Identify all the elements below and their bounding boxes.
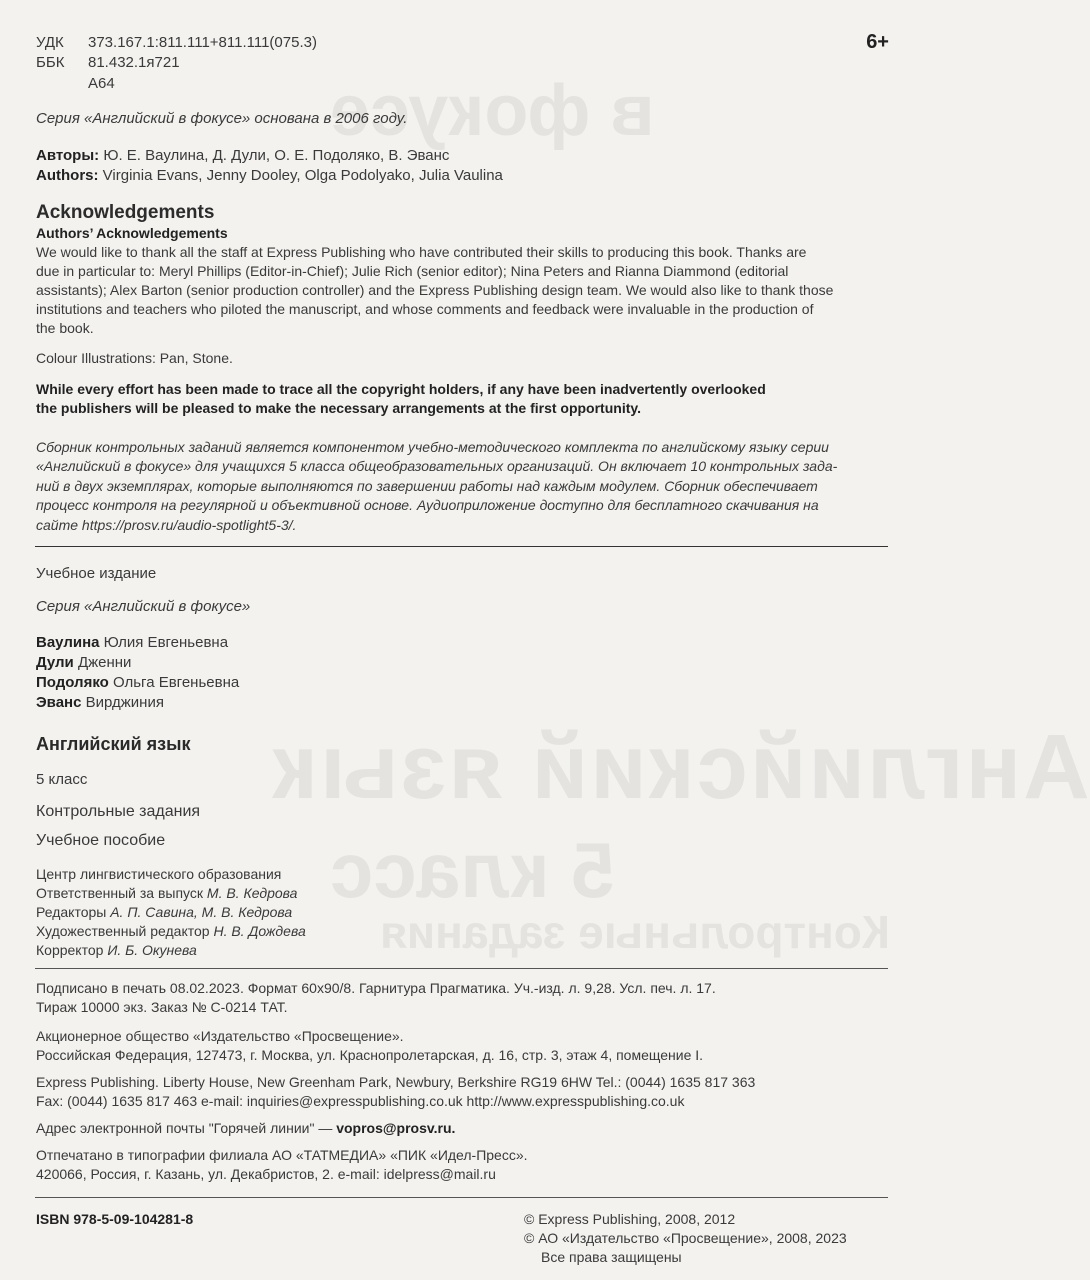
printer-info: Отпечатано в типографии филиала АО «ТАТМЕДИА» «ПИК «Идел-Пресс». 420066, Россия, г. Казань, ул. Декабристов, 2. e-mail: idelpress@mail.ru: [36, 1147, 528, 1182]
bleed-through-decoration: 5 класс: [330, 826, 615, 914]
author-item: Эванс Вирджиния: [36, 694, 164, 711]
bbk-line: ББК 81.432.1я721: [36, 54, 180, 71]
authors-en: Authors: Virginia Evans, Jenny Dooley, Olga Podolyako, Julia Vaulina: [36, 167, 503, 184]
copyright-block: © Express Publishing, 2008, 2012 © АО «Издательство «Просвещение», 2008, 2023 Все права защищены: [524, 1211, 847, 1265]
bleed-through-decoration: Английский язык: [270, 716, 1090, 818]
publisher-en: Express Publishing. Liberty House, New Greenham Park, Newbury, Berkshire RG19 6HW Tel.: (0044) 1635 817 363 Fax: (0044) 1635 817 463 e-mail: inquiries@expresspublishing.co.uk http://www.expresspublishing.co.uk: [36, 1074, 756, 1109]
acknowledgements-subtitle: Authors’ Acknowledgements: [36, 225, 228, 241]
divider: [35, 1197, 888, 1198]
series-name: Серия «Английский в фокусе»: [36, 598, 251, 615]
description-paragraph: Сборник контрольных заданий является компонентом учебно-методического комплекта по английскому языку серии «Английский в фокусе» для учащихся 5 класса общеобразовательных организаций. Он включает 10 контрольных зада- ний в двух экземплярах, которые выполняются по завершении работы над каждым модулем. Сборник обеспечивает процесс контроля на регулярной и объективной основе. Аудиоприложение доступно для бесплатного скачивания на сайте https://prosv.ru/audio-spotlight5-3/.: [36, 439, 838, 533]
illustrations-credit: Colour Illustrations: Pan, Stone.: [36, 350, 233, 366]
book-kind: Учебное пособие: [36, 832, 166, 849]
series-note: Серия «Английский в фокусе» основана в 2006 году.: [36, 110, 408, 127]
credit-line: Редакторы А. П. Савина, М. В. Кедрова: [36, 904, 293, 920]
age-rating-badge: 6+: [866, 31, 889, 53]
credit-line: Центр лингвистического образования: [36, 866, 282, 882]
author-item: Подоляко Ольга Евгеньевна: [36, 674, 240, 691]
credit-line: Корректор И. Б. Окунева: [36, 942, 197, 958]
udk-line: УДК 373.167.1:811.111+811.111(075.3): [36, 34, 317, 51]
author-item: Дули Дженни: [36, 654, 132, 671]
isbn: ISBN 978-5-09-104281-8: [36, 1211, 194, 1227]
credit-line: Ответственный за выпуск М. В. Кедрова: [36, 885, 298, 901]
print-info: Подписано в печать 08.02.2023. Формат 60х90/8. Гарнитура Прагматика. Уч.-изд. л. 9,28. Усл. печ. л. 17. Тираж 10000 экз. Заказ № С-0214 ТАТ.: [36, 980, 716, 1015]
authors-ru: Авторы: Ю. Е. Ваулина, Д. Дули, О. Е. Подоляко, В. Эванс: [36, 147, 450, 164]
divider: [35, 546, 888, 547]
credits: [36, 865, 306, 960]
author-list: [36, 633, 239, 713]
hotline-email: vopros@prosv.ru.: [336, 1120, 456, 1136]
grade: 5 класс: [36, 771, 88, 788]
author-code: А64: [88, 75, 115, 92]
bleed-through-decoration: в фокусе: [330, 71, 655, 151]
divider: [35, 968, 888, 969]
credit-line: Художественный редактор Н. В. Дождева: [36, 923, 306, 939]
author-item: Ваулина Юлия Евгеньевна: [36, 634, 229, 651]
publisher-ru: Акционерное общество «Издательство «Просвещение». Российская Федерация, 127473, г. Москва, ул. Краснопролетарская, д. 16, стр. 3, этаж 4, помещение I.: [36, 1028, 704, 1063]
edition-type: Учебное издание: [36, 565, 157, 582]
acknowledgements-text: We would like to thank all the staff at Express Publishing who have contributed their skills to producing this book. Thanks are due in particular to: Meryl Phillips (Editor-in-Chief); Julie Rich (senior editor); Nina Peters and Rianna Diammond (editorial assistants); Alex Barton (senior production controller) and the Express Publishing design team. We would also like to thank those institutions and teachers who piloted the manuscript, and whose comments and feedback were invaluable in the production of the book.: [36, 244, 834, 336]
book-subtitle: Контрольные задания: [36, 803, 201, 820]
hotline: Адрес электронной почты "Горячей линии" — vopros@prosv.ru.: [36, 1120, 456, 1136]
bleed-through-decoration: Контрольные задания: [380, 906, 890, 958]
book-title: Английский язык: [36, 734, 191, 754]
copyright-notice: While every effort has been made to trace all the copyright holders, if any have been inadvertently overlooked the publishers will be pleased to make the necessary arrangements at the first opportunity.: [36, 381, 766, 416]
acknowledgements-title: Acknowledgements: [36, 202, 215, 223]
